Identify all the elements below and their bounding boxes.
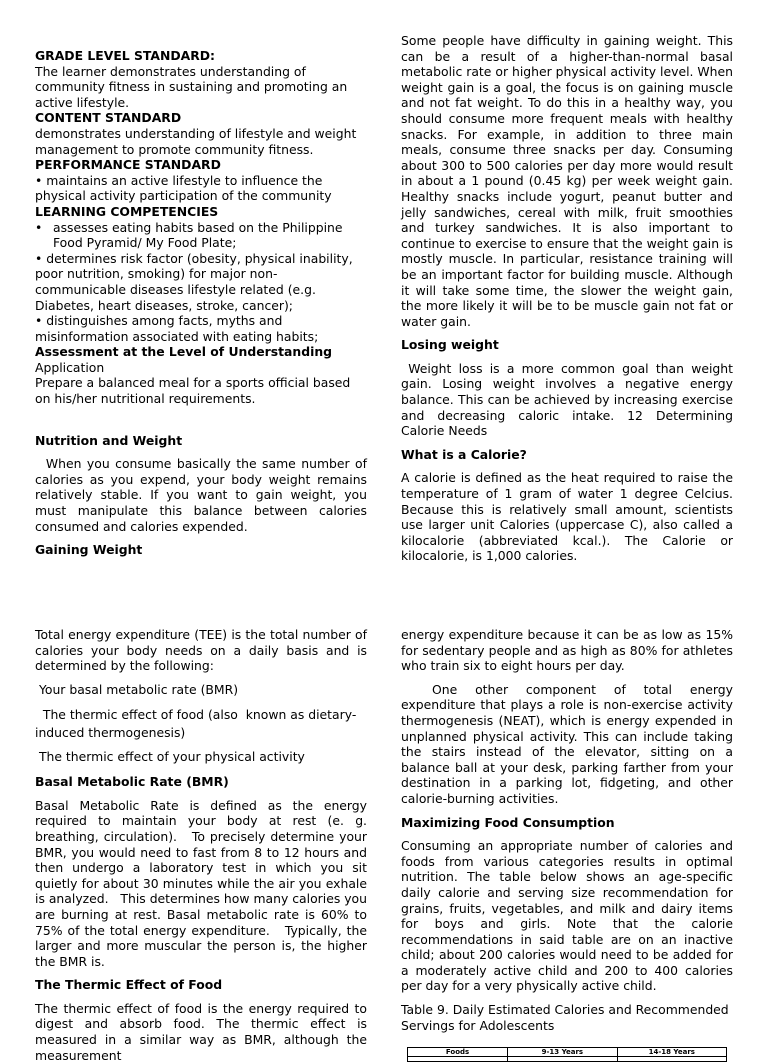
assessment-heading: Assessment at the Level of Understanding xyxy=(35,344,333,360)
table-caption: Table 9. Daily Estimated Calories and Recommended Servings for Adolescents xyxy=(401,1002,729,1033)
competency-item: • determines risk factor (obesity, physical inability, poor nutrition, smoking) for major non- communicable diseases lifestyle related (e.g. Diabetes, heart diseases, stroke, cancer); xyxy=(35,250,353,313)
column-bottom-right xyxy=(401,627,733,1062)
table-cell xyxy=(408,1057,508,1062)
section-heading-thermic-effect-food: The Thermic Effect of Food xyxy=(35,977,223,993)
table-header-cell: Foods xyxy=(408,1048,508,1057)
performance-standard-text: • maintains an active lifestyle to influence the physical activity participation of the community xyxy=(35,172,332,204)
neat-paragraph: One other component of total energy expenditure that plays a role is non-exercise activity thermogenesis (NEAT), which is energy expended in unplanned physical activity. This can include taking the stairs instead of the elevator, sitting on a balance ball at your desk, parking farther from your destination in a parking lot, fidgeting, and other calorie-burning activities. xyxy=(401,681,733,806)
table-header-cell: 14-18 Years xyxy=(617,1048,726,1057)
learning-competencies-heading: LEARNING COMPETENCIES xyxy=(35,203,219,219)
section-heading-losing-weight: Losing weight xyxy=(401,337,499,353)
bullet-icon: • xyxy=(35,219,43,235)
energy-expenditure-continued: energy expenditure because it can be as low as 15% for sedentary people and as high as 80% for athletes who train six to eight hours per day. xyxy=(401,627,733,674)
table-cell xyxy=(508,1057,617,1062)
assessment-text: Prepare a balanced meal for a sports official based on his/her nutritional requirements. xyxy=(35,375,351,407)
performance-standard-heading: PERFORMANCE STANDARD xyxy=(35,157,221,173)
tee-list-item: The thermic effect of your physical activity xyxy=(35,748,305,764)
section-heading-gaining-weight: Gaining Weight xyxy=(35,542,143,558)
losing-weight-paragraph: Weight loss is a more common goal than weight gain. Losing weight involves a negative energy balance. This can be achieved by increasing exercise and decreasing caloric intake. 12 Determining Calorie Needs xyxy=(401,360,737,439)
competency-item: • assesses eating habits based on the Philippine Food Pyramid/ My Food Plate; xyxy=(35,219,343,251)
column-top-left xyxy=(35,48,371,558)
competency-item: • distinguishes among facts, myths and misinformation associated with eating habits; xyxy=(35,313,319,344)
section-heading-maximizing-food: Maximizing Food Consumption xyxy=(401,814,615,830)
section-heading-nutrition-weight: Nutrition and Weight xyxy=(35,432,183,448)
section-heading-what-is-calorie: What is a Calorie? xyxy=(401,446,527,462)
table-cell xyxy=(617,1057,726,1062)
tee-paragraph: Total energy expenditure (TEE) is the total number of calories your body needs on a daily basis and is determined by the following: xyxy=(35,627,367,674)
content-standard-text: demonstrates understanding of lifestyle and weight management to promote community fitness. xyxy=(35,125,357,157)
grade-level-standard-text: The learner demonstrates understanding of community fitness in sustaining and promoting an active lifestyle. xyxy=(35,63,348,110)
thermic-effect-paragraph: The thermic effect of food is the energy required to digest and absorb food. The thermic effect is measured in a similar way as BMR, although the measurement xyxy=(35,1000,367,1063)
grade-level-standard-heading: GRADE LEVEL STANDARD: xyxy=(35,48,216,63)
section-heading-bmr: Basal Metabolic Rate (BMR) xyxy=(35,774,229,790)
content-standard-heading: CONTENT STANDARD xyxy=(35,110,182,126)
table-header-cell: 9-13 Years xyxy=(508,1048,617,1057)
calories-servings-table xyxy=(407,1047,727,1062)
bmr-paragraph: Basal Metabolic Rate is defined as the energy required to maintain your body at rest (e. g. breathing, circulation). To precisely determine your BMR, you would need to fast from 8 to 12 hours and then undergo a laboratory test in which you sit quietly for about 30 minutes while the air you exhale is analyzed. This determines how many calories you are burning at rest. Basal metabolic rate is 60% to 75% of the total energy expenditure. Typically, the larger and more muscular the person is, the higher the BMR is. xyxy=(35,797,371,969)
column-top-right xyxy=(401,33,737,564)
gaining-weight-paragraph: Some people have difficulty in gaining weight. This can be a result of a higher-than-normal basal metabolic rate or higher physical activity level. When weight gain is a goal, the focus is on gaining muscle and not fat weight. To do this in a healthy way, you should consume more frequent meals with healthy snacks. For example, in addition to three main meals, consume three snacks per day. Consuming about 300 to 500 calories per day more would result in about a 1 pound (0.45 kg) per week weight gain. Healthy snacks include yogurt, peanut butter and jelly sandwiches, cereal with milk, fruit smoothies and turkey sandwiches. It is also important to continue to exercise to ensure that the weight gain is mostly muscle. In particular, resistance training will be an important factor for building muscle. Although it will take some time, the slower the weight gain, the more likely it will be to be muscle gain not fat or water gain. xyxy=(401,33,733,329)
calorie-paragraph: A calorie is defined as the heat required to raise the temperature of 1 gram of water 1 degree Celcius. Because this is relatively small amount, scientists use larger unit Calories (uppercase C), also called a kilocalorie (abbreviated kcal.). The Calorie or kilocalorie, is 1,000 calories. xyxy=(401,470,733,564)
table-header-row xyxy=(408,1048,727,1057)
maximizing-food-paragraph: Consuming an appropriate number of calories and foods from various categories results in optimal nutrition. The table below shows an age-specific daily calorie and serving size recommendation for grains, fruits, vegetables, and milk and dairy items for boys and girls. Note that the calorie recommendations in said table are on an inactive child; about 200 calories would need to be added for a moderately active child and 200 to 400 calories per day for a very physically active child. xyxy=(401,838,733,994)
nutrition-weight-paragraph: When you consume basically the same number of calories as you expend, your body weight remains relatively stable. If you want to gain weight, you must manipulate this balance between calories consumed and calories expended. xyxy=(35,456,371,534)
assessment-subheading: Application xyxy=(35,359,105,375)
tee-list-item: Your basal metabolic rate (BMR) xyxy=(35,681,239,697)
table-row xyxy=(408,1057,727,1062)
tee-list-item: The thermic effect of food (also known as dietary-induced thermogenesis) xyxy=(35,707,357,740)
column-bottom-left xyxy=(35,627,371,1063)
